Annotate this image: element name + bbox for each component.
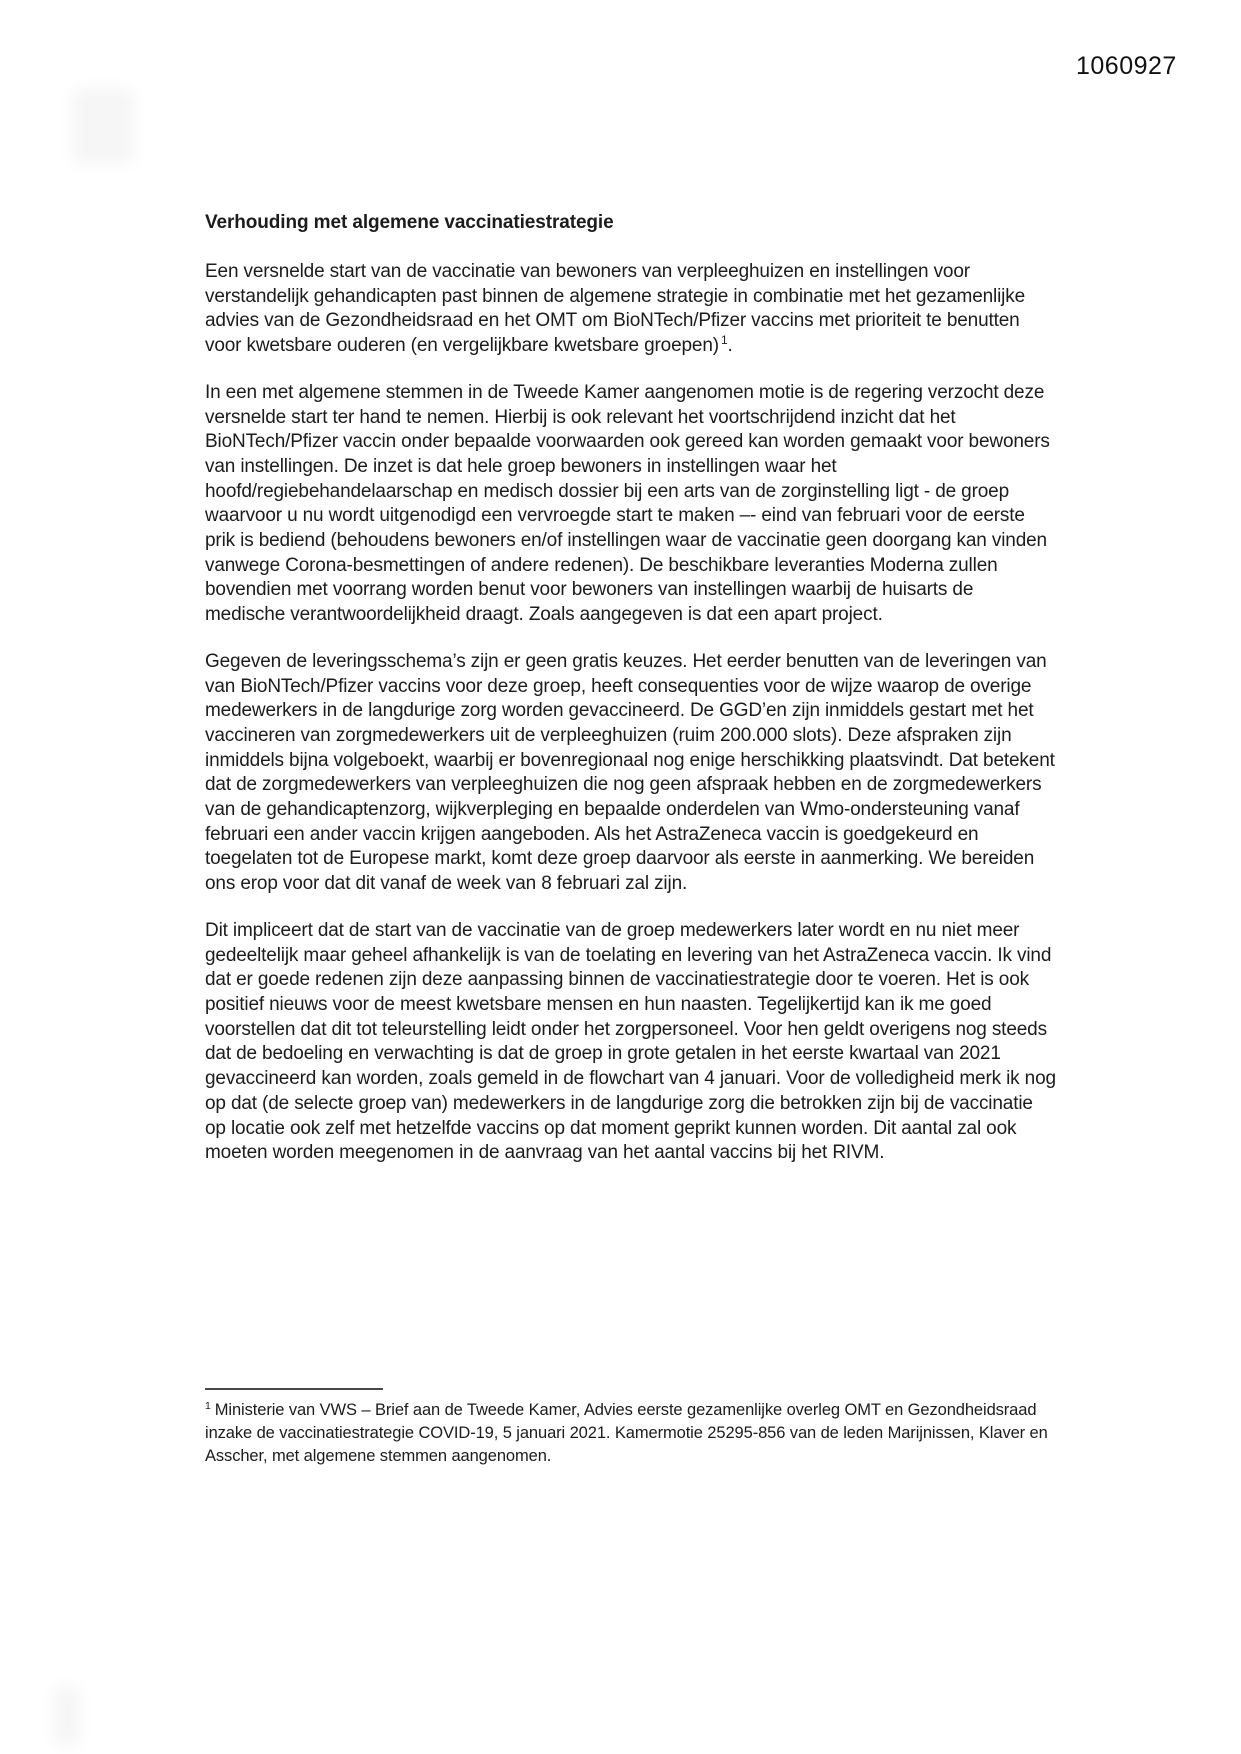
footnote-text: Ministerie van VWS – Brief aan de Tweede Kamer, Advies eerste gezamenlijke overleg OMT en Gezondheidsraad inzake de vaccinatiestrategie COVID-19, 5 januari 2021. Kamermotie 25295-856 van de leden Marijnissen, Klaver en Asscher, met algemene stemmen aangenomen.: [205, 1401, 1048, 1465]
paragraph-1: [205, 260, 1057, 359]
paragraph-1-suffix: .: [727, 335, 733, 357]
footnote: [205, 1399, 1057, 1468]
paragraph-4: Dit impliceert dat de start van de vaccinatie van de groep medewerkers later wordt en nu niet meer gedeeltelijk maar geheel afhankelijk is van de toelating en levering van het AstraZeneca vaccin. Ik vind dat er goede redenen zijn deze aanpassing binnen de vaccinatiestrategie door te voeren. Het is ook positief nieuws voor de meest kwetsbare mensen en hun naasten. Tegelijkertijd kan ik me goed voorstellen dat dit tot teleurstelling leidt onder het zorgpersoneel. Voor hen geldt overigens nog steeds dat de bedoeling en verwachting is dat de groep in grote getalen in het eerste kwartaal van 2021 gevaccineerd kan worden, zoals gemeld in de flowchart van 4 januari. Voor de volledigheid merk ik nog op dat (de selecte groep van) medewerkers in de langdurige zorg die betrokken zijn bij de vaccinatie op locatie ook zelf met hetzelfde vaccins op dat moment geprikt kunnen worden. Dit aantal zal ook moeten worden meegenomen in de aanvraag van het aantal vaccins bij het RIVM.: [205, 919, 1056, 1164]
scan-artifact: [54, 1686, 80, 1746]
document-number: 1060927: [1076, 52, 1177, 80]
paragraph-3: Gegeven de leveringsschema’s zijn er geen gratis keuzes. Het eerder benutten van de leveringen van van BioNTech/Pfizer vaccins voor deze groep, heeft consequenties voor de wijze waarop de overige medewerkers in de langdurige zorg worden gevaccineerd. De GGD’en zijn inmiddels gestart met het vaccineren van zorgmedewerkers uit de verpleeghuizen (ruim 200.000 slots). Deze afspraken zijn inmiddels bijna volgeboekt, waarbij er bovenregionaal nog enige herschikking plaatsvindt. Dat betekent dat de zorgmedewerkers van verpleeghuizen die nog geen afspraak hebben en de zorgmedewerkers van de gehandicaptenzorg, wijkverpleging en bepaalde onderdelen van Wmo-ondersteuning vanaf februari een ander vaccin krijgen aangeboden. Als het AstraZeneca vaccin is goedgekeurd en toegelaten tot de Europese markt, komt deze groep daarvoor als eerste in aanmerking. We bereiden ons erop voor dat dit vanaf de week van 8 februari zal zijn.: [205, 650, 1055, 895]
scan-artifact: [72, 88, 134, 164]
footnote-separator: [205, 1388, 383, 1390]
footnote-marker: 1: [205, 1399, 211, 1412]
paragraph-1-text: Een versnelde start van de vaccinatie van bewoners van verpleeghuizen en instellingen voor verstandelijk gehandicapten past binnen de algemene strategie in combinatie met het gezamenlijke advies van de Gezondheidsraad en het OMT om BioNTech/Pfizer vaccins met prioriteit te benutten voor kwetsbare ouderen (en vergelijkbare kwetsbare groepen): [205, 261, 1026, 357]
footnote-reference: 1: [720, 332, 728, 347]
document-body: [205, 212, 1057, 1188]
section-heading: Verhouding met algemene vaccinatiestrategie: [205, 212, 614, 233]
paragraph-2: In een met algemene stemmen in de Tweede Kamer aangenomen motie is de regering verzocht deze versnelde start ter hand te nemen. Hierbij is ook relevant het voortschrijdend inzicht dat het BioNTech/Pfizer vaccin onder bepaalde voorwaarden ook gereed kan worden gemaakt voor bewoners van instellingen. De inzet is dat hele groep bewoners in instellingen waar het hoofd/regiebehandelaarschap en medisch dossier bij een arts van de zorginstelling ligt - de groep waarvoor u nu wordt uitgenodigd een vervroegde start te maken –- eind van februari voor de eerste prik is bediend (behoudens bewoners en/of instellingen waar de vaccinatie geen doorgang kan vinden vanwege Corona-besmettingen of andere redenen). De beschikbare leveranties Moderna zullen bovendien met voorrang worden benut voor bewoners van instellingen waarbij de huisarts de medische verantwoordelijkheid draagt. Zoals aangegeven is dat een apart project.: [205, 381, 1050, 626]
footnote-area: [205, 1388, 1057, 1468]
